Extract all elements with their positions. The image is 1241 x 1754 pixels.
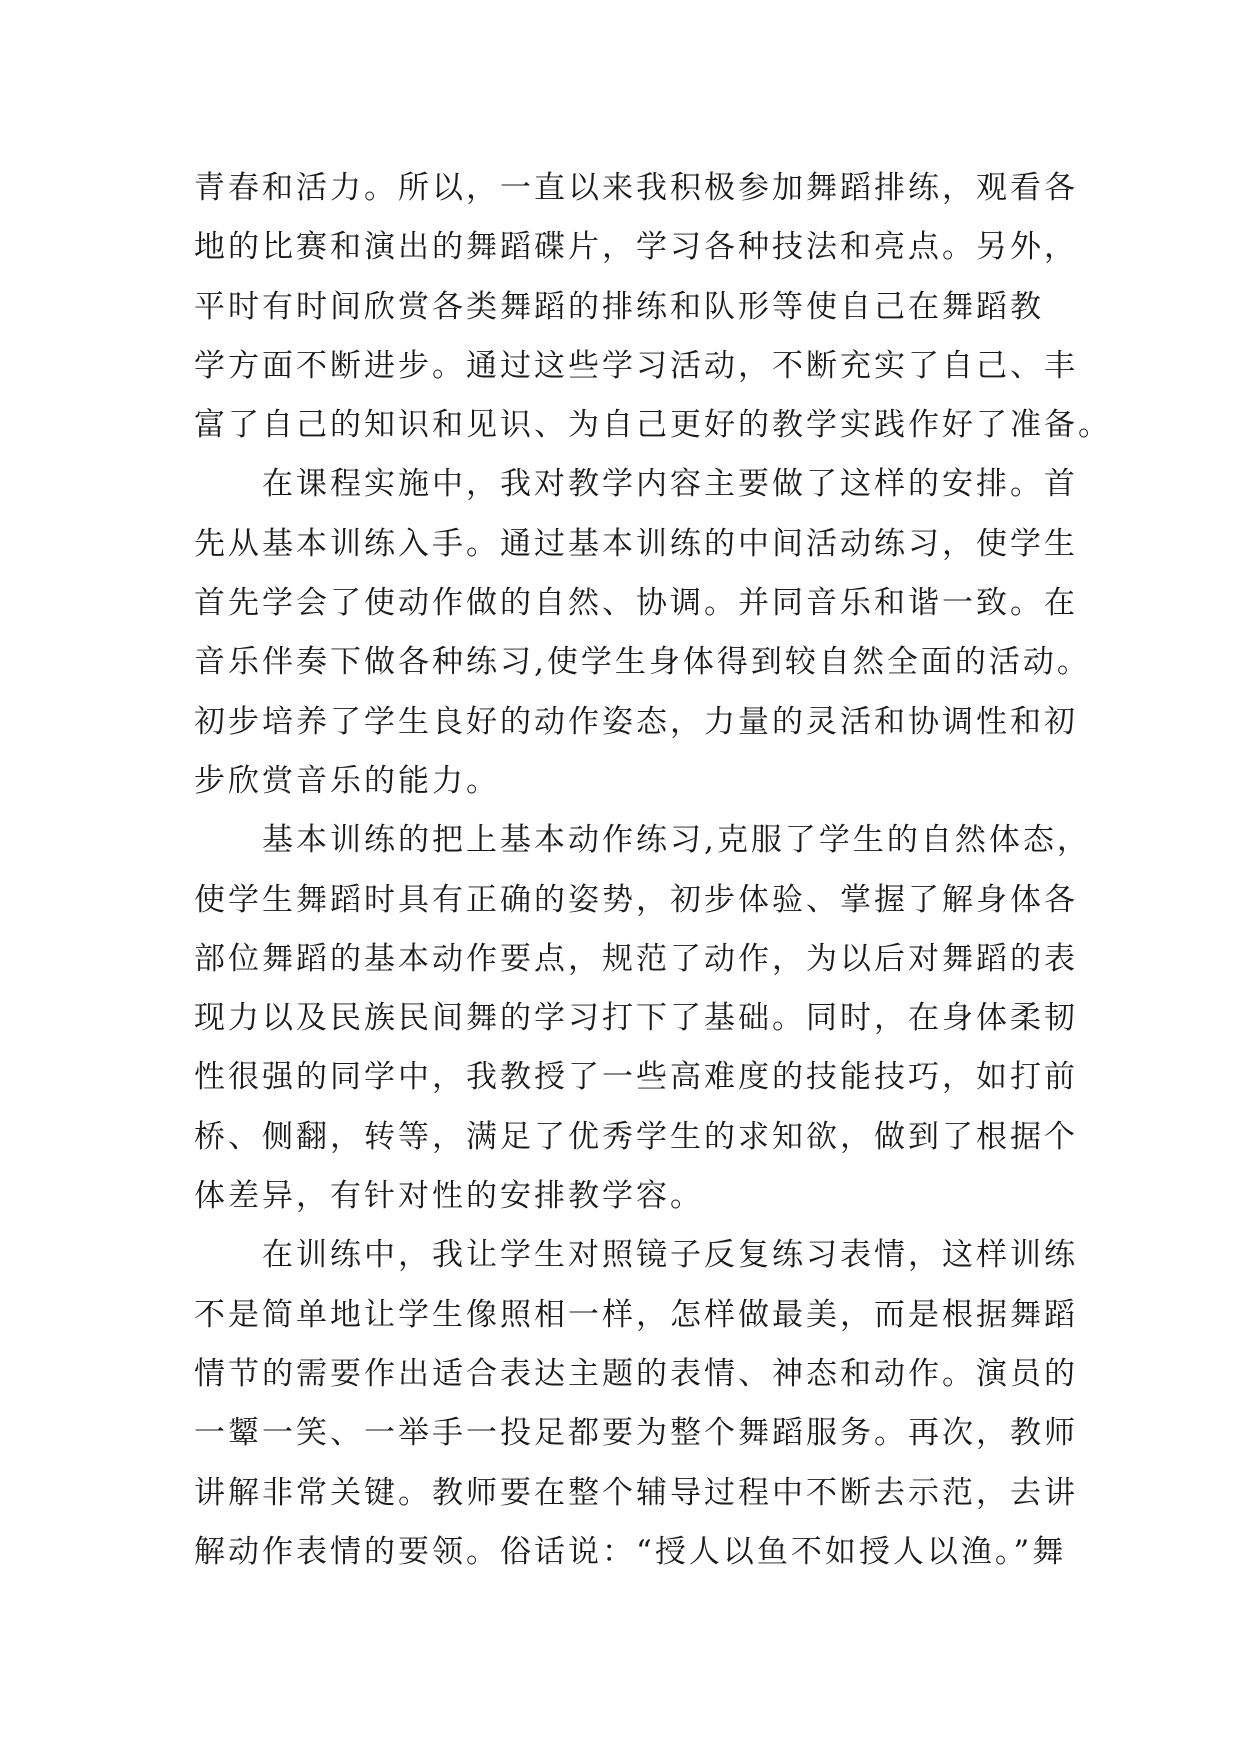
paragraph-first-line: 在训练中，我让学生对照镜子反复练习表情，这样训练 [262, 1237, 1078, 1274]
text-line: 解动作表情的要领。俗话说：“授人以鱼不如授人以渔。”舞 [194, 1533, 1067, 1570]
text-line: 初步培养了学生良好的动作姿态，力量的灵活和协调性和初 [194, 703, 1078, 740]
text-line: 先从基本训练入手。通过基本训练的中间活动练习，使学生 [194, 525, 1078, 562]
text-line: 步欣赏音乐的能力。 [194, 762, 500, 799]
text-line: 音乐伴奏下做各种练习,使学生身体得到较自然全面的活动。 [194, 644, 1091, 681]
text-line: 使学生舞蹈时具有正确的姿势，初步体验、掌握了解身体各 [194, 881, 1078, 918]
document-body [194, 159, 1112, 1582]
text-line: 现力以及民族民间舞的学习打下了基础。同时，在身体柔韧 [194, 1000, 1078, 1037]
text-line: 情节的需要作出适合表达主题的表情、神态和动作。演员的 [194, 1355, 1078, 1392]
paragraph-first-line: 在课程实施中，我对教学内容主要做了这样的安排。首 [262, 466, 1078, 503]
text-line: 性很强的同学中，我教授了一些高难度的技能技巧，如打前 [194, 1059, 1078, 1096]
text-line: 不是简单地让学生像照相一样，怎样做最美，而是根据舞蹈 [194, 1296, 1078, 1333]
text-line: 富了自己的知识和见识、为自己更好的教学实践作好了准备。 [194, 407, 1112, 444]
text-line: 体差异，有针对性的安排教学容。 [194, 1178, 704, 1215]
paragraph-first-line: 基本训练的把上基本动作练习,克服了学生的自然体态， [262, 822, 1091, 859]
text-line: 青春和活力。所以，一直以来我积极参加舞蹈排练，观看各 [194, 170, 1078, 206]
text-line: 平时有时间欣赏各类舞蹈的排练和队形等使自己在舞蹈教 [194, 288, 1044, 325]
text-line: 学方面不断进步。通过这些学习活动，不断充实了自己、丰 [194, 347, 1078, 384]
text-line: 地的比赛和演出的舞蹈碟片，学习各种技法和亮点。另外， [194, 229, 1078, 266]
text-line: 讲解非常关键。教师要在整个辅导过程中不断去示范，去讲 [194, 1474, 1078, 1511]
text-line: 一颦一笑、一举手一投足都要为整个舞蹈服务。再次，教师 [194, 1415, 1078, 1452]
text-line: 桥、侧翻，转等，满足了优秀学生的求知欲，做到了根据个 [194, 1118, 1078, 1155]
text-line: 首先学会了使动作做的自然、协调。并同音乐和谐一致。在 [194, 585, 1078, 622]
text-line: 部位舞蹈的基本动作要点，规范了动作，为以后对舞蹈的表 [194, 940, 1078, 977]
